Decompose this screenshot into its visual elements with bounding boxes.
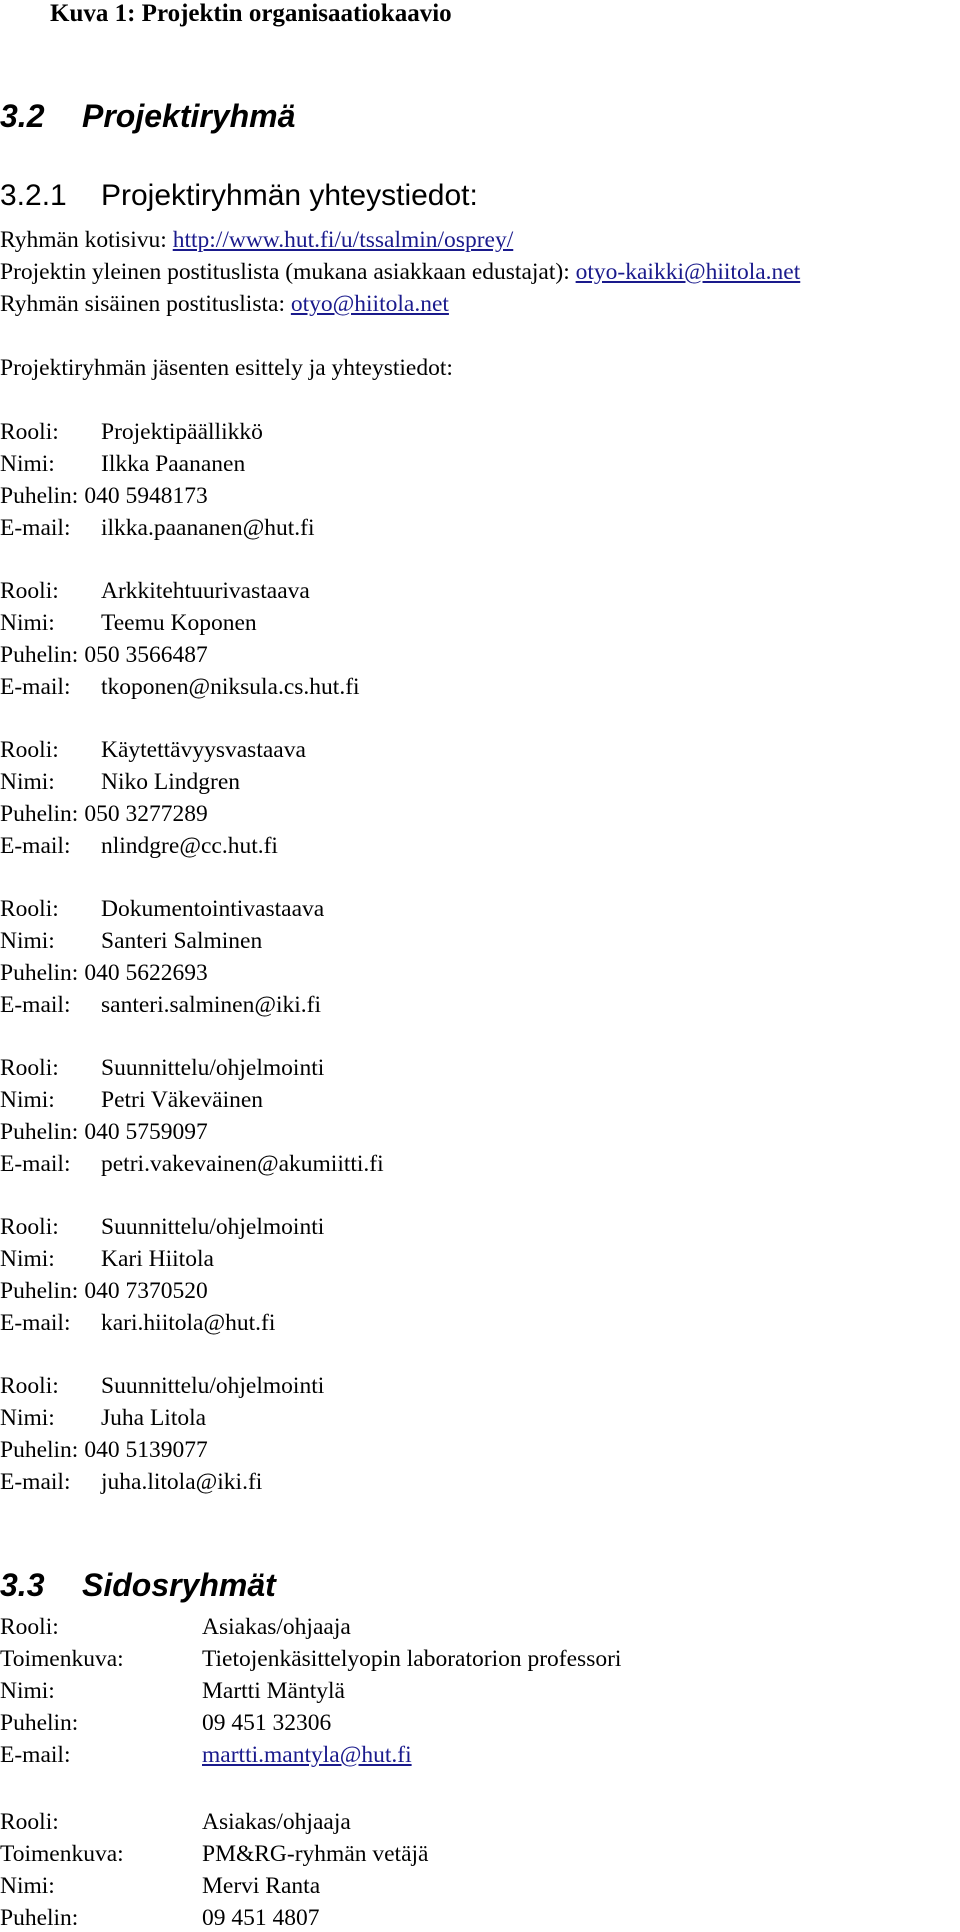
member-name-row xyxy=(0,1404,206,1432)
stakeholder-name-row xyxy=(0,1872,320,1900)
stakeholder-job-label: Toimenkuva: xyxy=(0,1841,124,1867)
member-role-row xyxy=(0,577,310,605)
member-phone-row xyxy=(0,1436,208,1464)
member-phone-value: 040 5948173 xyxy=(84,483,208,509)
member-phone-row xyxy=(0,959,208,987)
member-name-value: Kari Hiitola xyxy=(101,1246,214,1272)
stakeholder-job-row xyxy=(0,1645,621,1673)
member-name-label: Nimi: xyxy=(0,1087,55,1113)
member-email-label: E-mail: xyxy=(0,833,71,859)
member-phone-row xyxy=(0,482,208,510)
member-role-label: Rooli: xyxy=(0,1214,59,1240)
member-email-label: E-mail: xyxy=(0,1151,71,1177)
member-role-row xyxy=(0,418,263,446)
stakeholder-job-label: Toimenkuva: xyxy=(0,1646,124,1672)
member-email-value: kari.hiitola@hut.fi xyxy=(101,1310,276,1336)
member-name-row xyxy=(0,1086,263,1114)
member-email-value: juha.litola@iki.fi xyxy=(101,1469,263,1495)
member-role-row xyxy=(0,1054,324,1082)
member-phone-label: Puhelin: xyxy=(0,483,79,509)
stakeholder-name-label: Nimi: xyxy=(0,1678,55,1704)
member-email-row xyxy=(0,514,315,542)
member-phone-label: Puhelin: xyxy=(0,1278,79,1304)
section-title: Projektiryhmä xyxy=(82,98,296,134)
member-role-label: Rooli: xyxy=(0,419,59,445)
member-role-value: Projektipäällikkö xyxy=(101,419,263,445)
member-email-row xyxy=(0,1150,384,1178)
member-email-label: E-mail: xyxy=(0,674,71,700)
member-name-value: Petri Väkeväinen xyxy=(101,1087,264,1113)
member-phone-label: Puhelin: xyxy=(0,960,79,986)
stakeholder-name-value: Martti Mäntylä xyxy=(202,1678,345,1704)
member-name-label: Nimi: xyxy=(0,1246,55,1272)
stakeholder-email-label: E-mail: xyxy=(0,1742,71,1768)
member-phone-value: 050 3566487 xyxy=(84,642,208,668)
member-role-value: Suunnittelu/ohjelmointi xyxy=(101,1373,325,1399)
member-role-row xyxy=(0,1372,324,1400)
stakeholder-phone-value: 09 451 32306 xyxy=(202,1710,332,1736)
section-heading-3-2 xyxy=(0,97,295,135)
member-email-row xyxy=(0,991,321,1019)
stakeholder-email-row xyxy=(0,1741,412,1769)
member-email-row xyxy=(0,673,360,701)
member-email-value: petri.vakevainen@akumiitti.fi xyxy=(101,1151,384,1177)
member-role-value: Suunnittelu/ohjelmointi xyxy=(101,1055,325,1081)
member-phone-value: 040 7370520 xyxy=(84,1278,208,1304)
mailing-list-internal-link[interactable]: otyo@hiitola.net xyxy=(290,291,449,317)
stakeholder-name-value: Mervi Ranta xyxy=(202,1873,321,1899)
member-role-row xyxy=(0,895,324,923)
member-name-row xyxy=(0,609,257,637)
member-phone-row xyxy=(0,1118,208,1146)
member-name-label: Nimi: xyxy=(0,1405,55,1431)
home-page-link[interactable]: http://www.hut.fi/u/tssalmin/osprey/ xyxy=(172,227,514,253)
member-phone-label: Puhelin: xyxy=(0,642,79,668)
member-email-row xyxy=(0,832,278,860)
section-title: Sidosryhmät xyxy=(82,1567,276,1603)
stakeholder-role-label: Rooli: xyxy=(0,1809,59,1835)
mailing-list-internal-line xyxy=(0,290,449,318)
member-name-row xyxy=(0,927,262,955)
member-role-row xyxy=(0,736,306,764)
mailing-list-all-label: Projektin yleinen postituslista (mukana asiakkaan edustajat): xyxy=(0,259,570,285)
stakeholder-phone-row xyxy=(0,1709,331,1737)
members-intro: Projektiryhmän jäsenten esittely ja yhteystiedot: xyxy=(0,355,453,381)
home-page-label: Ryhmän kotisivu: xyxy=(0,227,167,253)
member-role-label: Rooli: xyxy=(0,896,59,922)
member-name-value: Juha Litola xyxy=(101,1405,207,1431)
member-phone-value: 040 5139077 xyxy=(84,1437,208,1463)
subsection-title: Projektiryhmän yhteystiedot: xyxy=(101,179,478,212)
member-role-label: Rooli: xyxy=(0,1055,59,1081)
member-role-row xyxy=(0,1213,324,1241)
member-name-row xyxy=(0,450,245,478)
member-role-label: Rooli: xyxy=(0,578,59,604)
stakeholder-role-value: Asiakas/ohjaaja xyxy=(202,1809,351,1835)
mailing-list-all-link[interactable]: otyo-kaikki@hiitola.net xyxy=(575,259,801,285)
member-phone-value: 040 5759097 xyxy=(84,1119,208,1145)
member-email-label: E-mail: xyxy=(0,1469,71,1495)
stakeholder-job-row xyxy=(0,1840,428,1868)
stakeholder-role-label: Rooli: xyxy=(0,1614,59,1640)
member-name-value: Ilkka Paananen xyxy=(101,451,246,477)
member-phone-row xyxy=(0,641,208,669)
member-role-value: Käytettävyysvastaava xyxy=(101,737,306,763)
stakeholder-phone-value: 09 451 4807 xyxy=(202,1905,320,1931)
subsection-number: 3.2.1 xyxy=(0,179,67,212)
stakeholder-phone-label: Puhelin: xyxy=(0,1710,79,1736)
member-role-value: Arkkitehtuurivastaava xyxy=(101,578,310,604)
mailing-list-internal-label: Ryhmän sisäinen postituslista: xyxy=(0,291,285,317)
member-phone-value: 040 5622693 xyxy=(84,960,208,986)
member-email-value: santeri.salminen@iki.fi xyxy=(101,992,322,1018)
member-name-row xyxy=(0,1245,214,1273)
stakeholder-role-value: Asiakas/ohjaaja xyxy=(202,1614,351,1640)
mailing-list-all-line xyxy=(0,258,800,286)
figure-caption: Kuva 1: Projektin organisaatiokaavio xyxy=(50,0,452,27)
member-role-value: Dokumentointivastaava xyxy=(101,896,325,922)
stakeholder-job-value: Tietojenkäsittelyopin laboratorion professori xyxy=(202,1646,622,1672)
stakeholder-role-row xyxy=(0,1808,351,1836)
section-number: 3.3 xyxy=(0,1567,45,1603)
member-email-label: E-mail: xyxy=(0,515,71,541)
member-name-value: Teemu Koponen xyxy=(101,610,257,636)
member-name-row xyxy=(0,768,240,796)
member-phone-label: Puhelin: xyxy=(0,1437,79,1463)
member-name-label: Nimi: xyxy=(0,769,55,795)
member-email-row xyxy=(0,1468,262,1496)
stakeholder-job-value: PM&RG-ryhmän vetäjä xyxy=(202,1841,429,1867)
member-email-label: E-mail: xyxy=(0,992,71,1018)
member-role-label: Rooli: xyxy=(0,737,59,763)
member-email-value: tkoponen@niksula.cs.hut.fi xyxy=(101,674,360,700)
stakeholder-phone-label: Puhelin: xyxy=(0,1905,79,1931)
member-email-value: nlindgre@cc.hut.fi xyxy=(101,833,278,859)
stakeholder-name-row xyxy=(0,1677,345,1705)
section-number: 3.2 xyxy=(0,98,45,134)
member-role-label: Rooli: xyxy=(0,1373,59,1399)
member-name-label: Nimi: xyxy=(0,451,55,477)
member-phone-label: Puhelin: xyxy=(0,1119,79,1145)
member-phone-label: Puhelin: xyxy=(0,801,79,827)
member-name-label: Nimi: xyxy=(0,928,55,954)
member-phone-value: 050 3277289 xyxy=(84,801,208,827)
member-name-label: Nimi: xyxy=(0,610,55,636)
stakeholder-name-label: Nimi: xyxy=(0,1873,55,1899)
stakeholder-email-value[interactable]: martti.mantyla@hut.fi xyxy=(202,1742,412,1768)
subsection-heading-3-2-1 xyxy=(0,178,478,214)
member-email-row xyxy=(0,1309,275,1337)
member-name-value: Niko Lindgren xyxy=(101,769,241,795)
home-page-line xyxy=(0,226,513,254)
member-email-value: ilkka.paananen@hut.fi xyxy=(101,515,315,541)
member-phone-row xyxy=(0,800,208,828)
member-phone-row xyxy=(0,1277,208,1305)
stakeholder-phone-row xyxy=(0,1904,320,1932)
member-email-label: E-mail: xyxy=(0,1310,71,1336)
stakeholder-role-row xyxy=(0,1613,351,1641)
member-role-value: Suunnittelu/ohjelmointi xyxy=(101,1214,325,1240)
section-heading-3-3 xyxy=(0,1566,276,1604)
member-name-value: Santeri Salminen xyxy=(101,928,263,954)
